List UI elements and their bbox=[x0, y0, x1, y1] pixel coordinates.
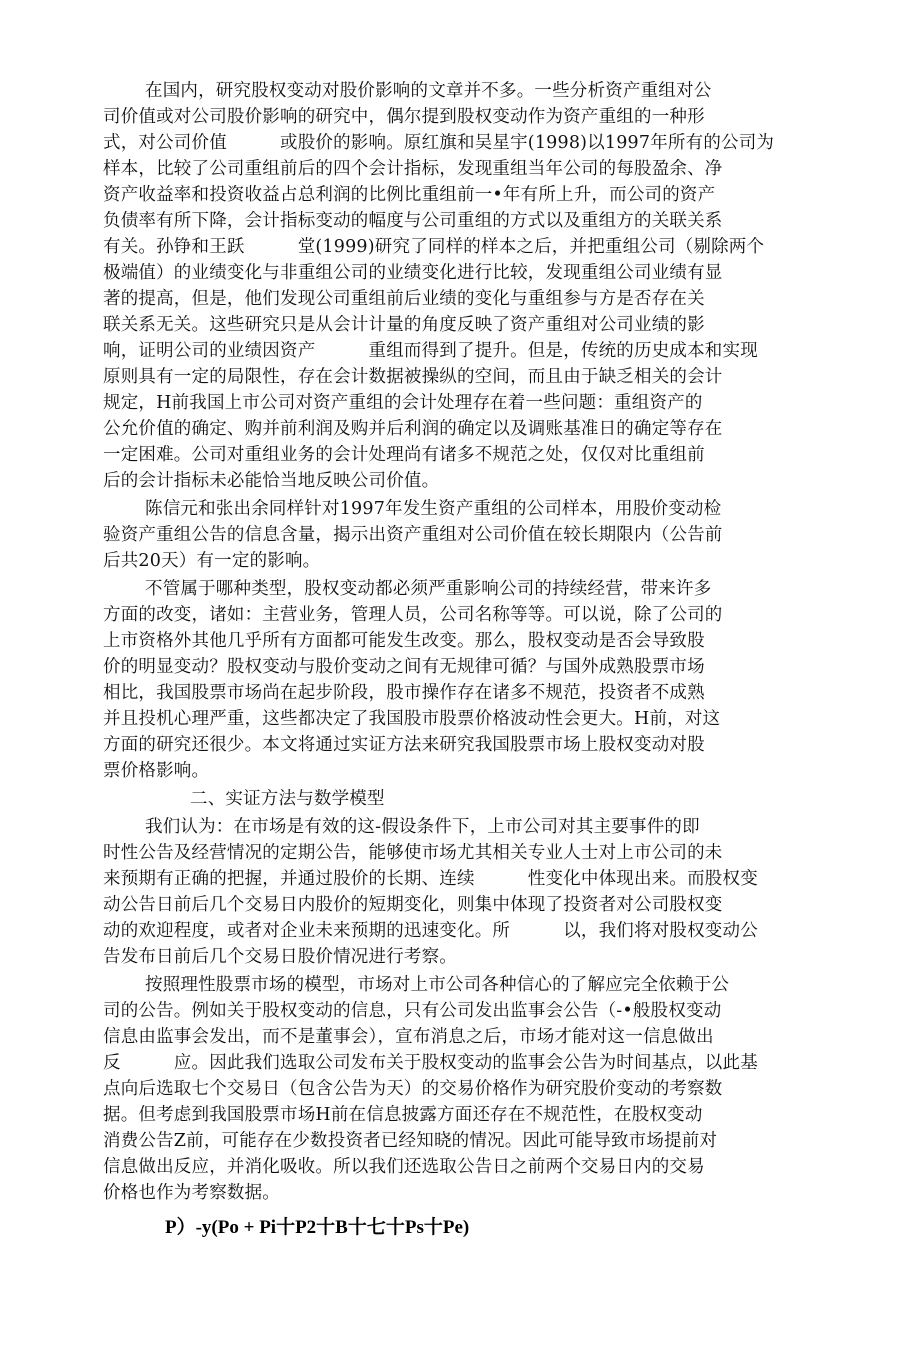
paragraph-line: 一定困难。公司对重组业务的会计处理尚有诸多不规范之处，仅仅对比重组前 bbox=[103, 445, 705, 465]
paragraph-line: 陈信元和张出余同样针对1997年发生资产重组的公司样本，用股价变动检 bbox=[145, 499, 722, 519]
paragraph-line: 著的提高，但是，他们发现公司重组前后业绩的变化与重组参与方是否存在关 bbox=[103, 289, 705, 309]
paragraph-line: 有关。孙铮和王跃 堂(1999)研究了同样的样本之后，并把重组公司（剔除两个 bbox=[103, 237, 765, 257]
paragraph-line: 式，对公司价值 或股价的影响。原红旗和吴星宇(1998)以1997年所有的公司为 bbox=[103, 133, 775, 153]
paragraph-line: 信息由监事会发出，而不是董事会），宣布消息之后，市场才能对这一信息做出 bbox=[103, 1027, 714, 1047]
paragraph-line: 后的会计指标未必能恰当地反映公司价值。 bbox=[103, 471, 440, 491]
paragraph-line: 验资产重组公告的信息含量，揭示出资产重组对公司价值在较长期限内（公告前 bbox=[103, 525, 723, 545]
paragraph-line: 我们认为：在市场是有效的这-假设条件下，上市公司对其主要事件的即 bbox=[145, 817, 700, 837]
paragraph-line: 在国内，研究股权变动对股价影响的文章并不多。一些分析资产重组对公 bbox=[145, 81, 712, 101]
paragraph-line: 并且投机心理严重，这些都决定了我国股市股票价格波动性会更大。H前，对这 bbox=[103, 709, 721, 729]
paragraph-line: 司价值或对公司股价影响的研究中，偶尔提到股权变动作为资产重组的一种形 bbox=[103, 107, 705, 127]
paragraph-line: 响，证明公司的业绩因资产 重组而得到了提升。但是，传统的历史成本和实现 bbox=[103, 341, 758, 361]
paragraph-line: 据。但考虑到我国股票市场H前在信息披露方面还存在不规范性，在股权变动 bbox=[103, 1105, 703, 1125]
paragraph-line: 动的欢迎程度，或者对企业未来预期的迅速变化。所 以，我们将对股权变动公 bbox=[103, 921, 758, 941]
paragraph-line: 消费公告Z前，可能存在少数投资者已经知晓的情况。因此可能导致市场提前对 bbox=[103, 1131, 718, 1151]
paragraph-line: 样本，比较了公司重组前后的四个会计指标，发现重组当年公司的每股盈余、净 bbox=[103, 159, 723, 179]
paragraph-line: 公允价值的确定、购并前利润及购并后利润的确定以及调账基准日的确定等存在 bbox=[103, 419, 723, 439]
paragraph-line: 不管属于哪种类型，股权变动都必须严重影响公司的持续经营，带来许多 bbox=[145, 579, 712, 599]
paragraph-line: 方面的研究还很少。本文将通过实证方法来研究我国股票市场上股权变动对股 bbox=[103, 735, 705, 755]
paragraph-line: 动公告日前后几个交易日内股价的短期变化，则集中体现了投资者对公司股权变 bbox=[103, 895, 723, 915]
section-heading: 二、实证方法与数学模型 bbox=[190, 789, 385, 809]
paragraph-line: 来预期有正确的把握，并通过股价的长期、连续 性变化中体现出来。而股权变 bbox=[103, 869, 758, 889]
paragraph-line: 点向后选取七个交易日（包含公告为天）的交易价格作为研究股价变动的考察数 bbox=[103, 1079, 723, 1099]
paragraph-line: 联关系无关。这些研究只是从会计计量的角度反映了资产重组对公司业绩的影 bbox=[103, 315, 705, 335]
formula: P）-y(Po + Pi十P2十B十七十Ps十Pe) bbox=[165, 1217, 470, 1238]
paragraph-line: 反 应。因此我们选取公司发布关于股权变动的监事会公告为时间基点，以此基 bbox=[103, 1053, 758, 1073]
paragraph-line: 相比，我国股票市场尚在起步阶段，股市操作存在诸多不规范，投资者不成熟 bbox=[103, 683, 705, 703]
paragraph-line: 按照理性股票市场的模型，市场对上市公司各种信心的了解应完全依赖于公 bbox=[145, 975, 730, 995]
paragraph-line: 票价格影响。 bbox=[103, 761, 210, 781]
paragraph-line: 司的公告。例如关于股权变动的信息，只有公司发出监事会公告（-•般股权变动 bbox=[103, 1001, 722, 1021]
paragraph-line: 信息做出反应，并消化吸收。所以我们还选取公告日之前两个交易日内的交易 bbox=[103, 1157, 705, 1177]
paragraph-line: 后共20天）有一定的影响。 bbox=[103, 551, 321, 571]
paragraph-line: 上市资格外其他几乎所有方面都可能发生改变。那么，股权变动是否会导致股 bbox=[103, 631, 705, 651]
paragraph-line: 告发布日前后几个交易日股价情况进行考察。 bbox=[103, 947, 457, 967]
paragraph-line: 负债率有所下降，会计指标变动的幅度与公司重组的方式以及重组方的关联关系 bbox=[103, 211, 723, 231]
paragraph-line: 时性公告及经营情况的定期公告，能够使市场尤其相关专业人士对上市公司的未 bbox=[103, 843, 723, 863]
paragraph-line: 原则具有一定的局限性，存在会计数据被操纵的空间，而且由于缺乏相关的会计 bbox=[103, 367, 723, 387]
paragraph-line: 资产收益率和投资收益占总利润的比例比重组前一•年有所上升，而公司的资产 bbox=[103, 185, 716, 205]
paragraph-line: 规定，H前我国上市公司对资产重组的会计处理存在着一些问题：重组资产的 bbox=[103, 393, 703, 413]
paragraph-line: 极端值）的业绩变化与非重组公司的业绩变化进行比较，发现重组公司业绩有显 bbox=[103, 263, 723, 283]
paragraph-line: 方面的改变，诸如：主营业务，管理人员，公司名称等等。可以说，除了公司的 bbox=[103, 605, 723, 625]
paragraph-line: 价格也作为考察数据。 bbox=[103, 1183, 280, 1203]
paragraph-line: 价的明显变动？股权变动与股价变动之间有无规律可循？与国外成熟股票市场 bbox=[103, 657, 705, 677]
